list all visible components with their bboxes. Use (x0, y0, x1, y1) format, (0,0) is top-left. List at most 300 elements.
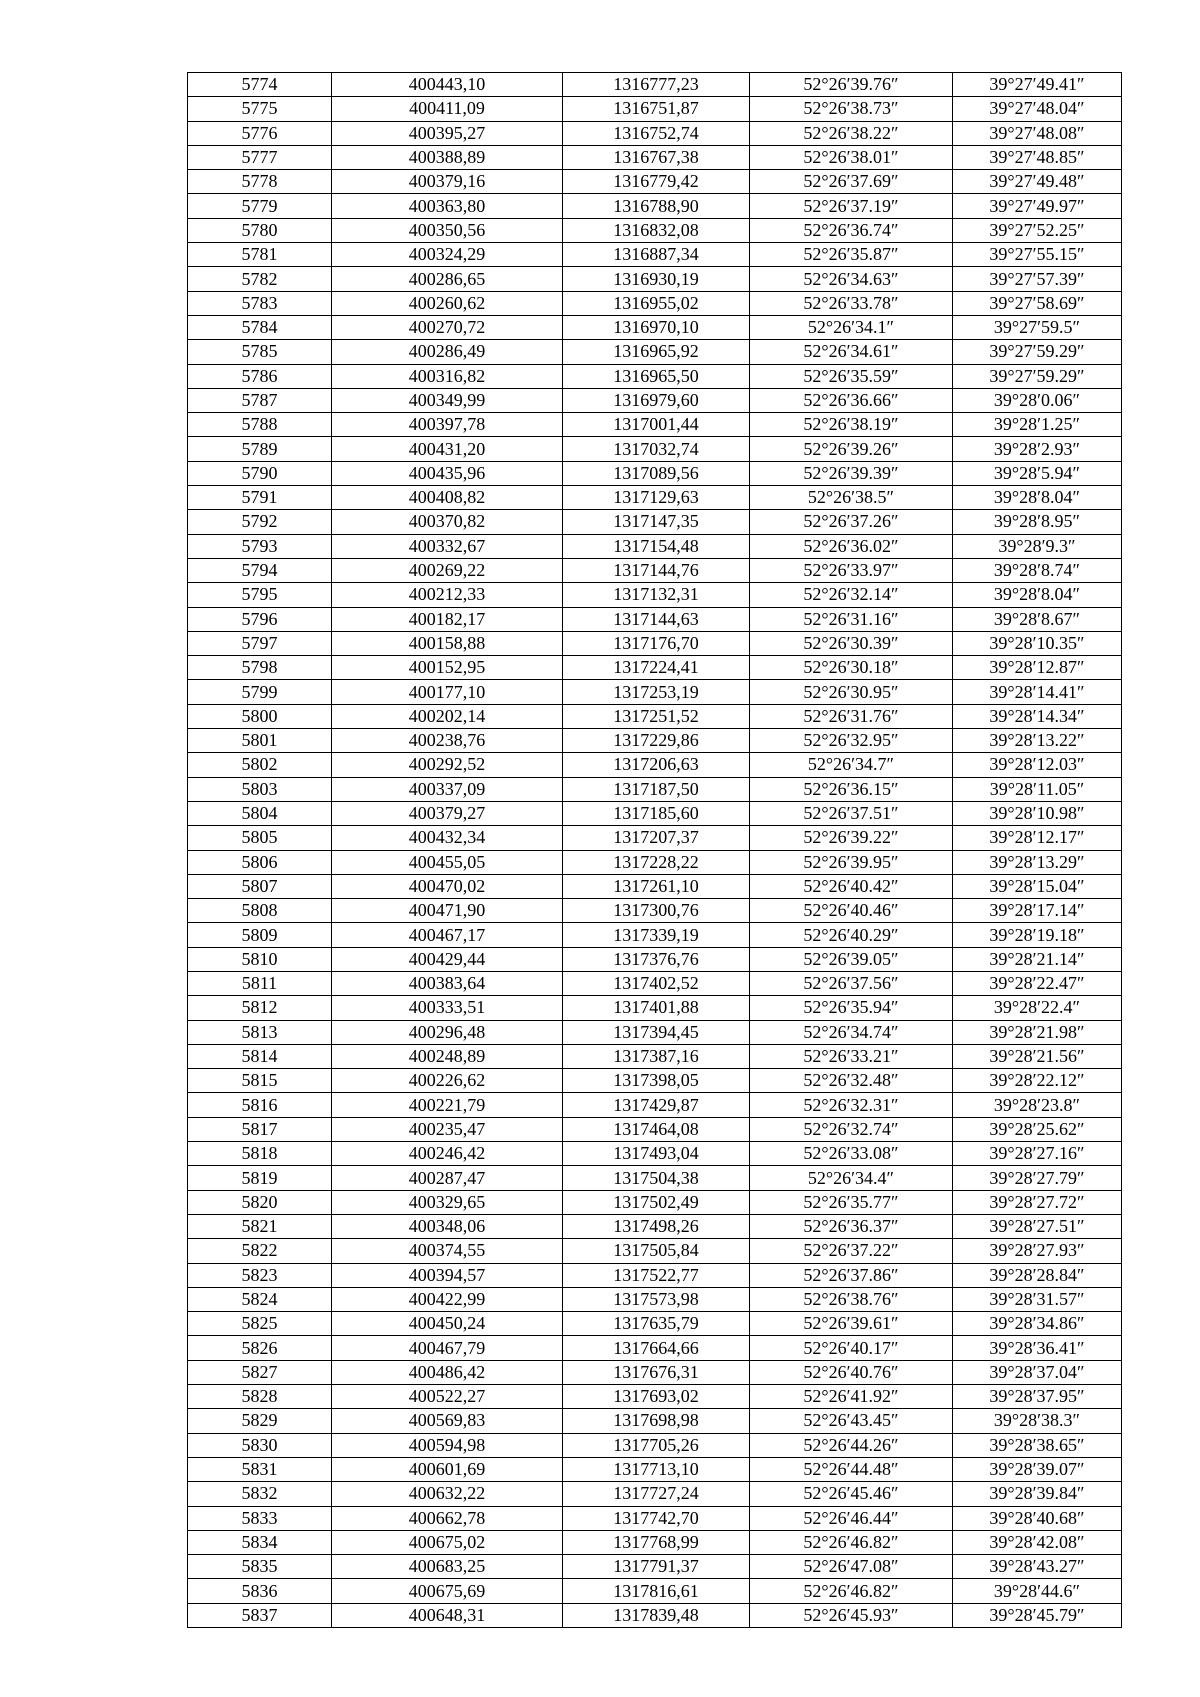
longitude-cell: 39°28′44.6″ (953, 1579, 1122, 1603)
y-coordinate-cell: 1317144,76 (563, 558, 750, 582)
x-coordinate-cell: 400675,69 (332, 1579, 563, 1603)
table-row (188, 243, 1122, 267)
latitude-cell: 52°26′45.93″ (750, 1603, 953, 1627)
y-coordinate-cell: 1316979,60 (563, 388, 750, 412)
table-row (188, 971, 1122, 995)
x-coordinate-cell: 400683,25 (332, 1555, 563, 1579)
y-coordinate-cell: 1317839,48 (563, 1603, 750, 1627)
latitude-cell: 52°26′37.22″ (750, 1239, 953, 1263)
latitude-cell: 52°26′39.76″ (750, 73, 953, 97)
y-coordinate-cell: 1316887,34 (563, 243, 750, 267)
table-row (188, 1336, 1122, 1360)
y-coordinate-cell: 1317698,98 (563, 1409, 750, 1433)
latitude-cell: 52°26′31.76″ (750, 704, 953, 728)
y-coordinate-cell: 1317339,19 (563, 923, 750, 947)
latitude-cell: 52°26′36.37″ (750, 1214, 953, 1238)
y-coordinate-cell: 1317635,79 (563, 1312, 750, 1336)
point-number-cell: 5829 (188, 1409, 332, 1433)
longitude-cell: 39°28′27.79″ (953, 1166, 1122, 1190)
y-coordinate-cell: 1316970,10 (563, 315, 750, 339)
latitude-cell: 52°26′39.05″ (750, 947, 953, 971)
y-coordinate-cell: 1317228,22 (563, 850, 750, 874)
x-coordinate-cell: 400422,99 (332, 1287, 563, 1311)
x-coordinate-cell: 400296,48 (332, 1020, 563, 1044)
latitude-cell: 52°26′36.15″ (750, 777, 953, 801)
x-coordinate-cell: 400411,09 (332, 97, 563, 121)
point-number-cell: 5830 (188, 1433, 332, 1457)
longitude-cell: 39°28′19.18″ (953, 923, 1122, 947)
point-number-cell: 5812 (188, 996, 332, 1020)
longitude-cell: 39°28′21.56″ (953, 1044, 1122, 1068)
y-coordinate-cell: 1317402,52 (563, 971, 750, 995)
x-coordinate-cell: 400388,89 (332, 145, 563, 169)
x-coordinate-cell: 400432,34 (332, 826, 563, 850)
y-coordinate-cell: 1317573,98 (563, 1287, 750, 1311)
latitude-cell: 52°26′34.7″ (750, 753, 953, 777)
longitude-cell: 39°28′27.93″ (953, 1239, 1122, 1263)
y-coordinate-cell: 1317207,37 (563, 826, 750, 850)
y-coordinate-cell: 1317502,49 (563, 1190, 750, 1214)
longitude-cell: 39°28′9.3″ (953, 534, 1122, 558)
point-number-cell: 5811 (188, 971, 332, 995)
latitude-cell: 52°26′35.94″ (750, 996, 953, 1020)
point-number-cell: 5775 (188, 97, 332, 121)
point-number-cell: 5783 (188, 291, 332, 315)
point-number-cell: 5810 (188, 947, 332, 971)
table-row (188, 218, 1122, 242)
point-number-cell: 5819 (188, 1166, 332, 1190)
coordinates-table (187, 72, 1122, 1628)
y-coordinate-cell: 1317376,76 (563, 947, 750, 971)
longitude-cell: 39°28′37.04″ (953, 1360, 1122, 1384)
longitude-cell: 39°28′8.74″ (953, 558, 1122, 582)
point-number-cell: 5789 (188, 437, 332, 461)
point-number-cell: 5778 (188, 170, 332, 194)
y-coordinate-cell: 1317032,74 (563, 437, 750, 461)
x-coordinate-cell: 400202,14 (332, 704, 563, 728)
longitude-cell: 39°27′55.15″ (953, 243, 1122, 267)
y-coordinate-cell: 1316965,92 (563, 340, 750, 364)
point-number-cell: 5806 (188, 850, 332, 874)
table-row (188, 899, 1122, 923)
latitude-cell: 52°26′40.17″ (750, 1336, 953, 1360)
table-row (188, 340, 1122, 364)
point-number-cell: 5833 (188, 1506, 332, 1530)
point-number-cell: 5802 (188, 753, 332, 777)
table-row (188, 291, 1122, 315)
longitude-cell: 39°28′8.95″ (953, 510, 1122, 534)
point-number-cell: 5803 (188, 777, 332, 801)
point-number-cell: 5818 (188, 1142, 332, 1166)
longitude-cell: 39°28′22.12″ (953, 1069, 1122, 1093)
x-coordinate-cell: 400235,47 (332, 1117, 563, 1141)
y-coordinate-cell: 1317251,52 (563, 704, 750, 728)
y-coordinate-cell: 1317664,66 (563, 1336, 750, 1360)
point-number-cell: 5809 (188, 923, 332, 947)
latitude-cell: 52°26′40.42″ (750, 874, 953, 898)
x-coordinate-cell: 400212,33 (332, 583, 563, 607)
latitude-cell: 52°26′39.39″ (750, 461, 953, 485)
table-row (188, 801, 1122, 825)
y-coordinate-cell: 1317224,41 (563, 656, 750, 680)
longitude-cell: 39°28′5.94″ (953, 461, 1122, 485)
x-coordinate-cell: 400594,98 (332, 1433, 563, 1457)
table-row (188, 510, 1122, 534)
table-row (188, 656, 1122, 680)
x-coordinate-cell: 400286,65 (332, 267, 563, 291)
point-number-cell: 5834 (188, 1530, 332, 1554)
point-number-cell: 5836 (188, 1579, 332, 1603)
table-row (188, 170, 1122, 194)
latitude-cell: 52°26′34.1″ (750, 315, 953, 339)
x-coordinate-cell: 400286,49 (332, 340, 563, 364)
x-coordinate-cell: 400316,82 (332, 364, 563, 388)
latitude-cell: 52°26′37.51″ (750, 801, 953, 825)
x-coordinate-cell: 400337,09 (332, 777, 563, 801)
y-coordinate-cell: 1316955,02 (563, 291, 750, 315)
latitude-cell: 52°26′30.18″ (750, 656, 953, 680)
longitude-cell: 39°28′1.25″ (953, 413, 1122, 437)
point-number-cell: 5805 (188, 826, 332, 850)
table-row (188, 631, 1122, 655)
latitude-cell: 52°26′44.48″ (750, 1457, 953, 1481)
x-coordinate-cell: 400431,20 (332, 437, 563, 461)
table-row (188, 1263, 1122, 1287)
point-number-cell: 5779 (188, 194, 332, 218)
latitude-cell: 52°26′40.29″ (750, 923, 953, 947)
longitude-cell: 39°28′38.65″ (953, 1433, 1122, 1457)
table-row (188, 1044, 1122, 1068)
table-row (188, 1457, 1122, 1481)
point-number-cell: 5777 (188, 145, 332, 169)
table-row (188, 1482, 1122, 1506)
x-coordinate-cell: 400394,57 (332, 1263, 563, 1287)
y-coordinate-cell: 1317261,10 (563, 874, 750, 898)
longitude-cell: 39°28′2.93″ (953, 437, 1122, 461)
point-number-cell: 5774 (188, 73, 332, 97)
table-row (188, 461, 1122, 485)
point-number-cell: 5799 (188, 680, 332, 704)
x-coordinate-cell: 400248,89 (332, 1044, 563, 1068)
x-coordinate-cell: 400152,95 (332, 656, 563, 680)
y-coordinate-cell: 1317147,35 (563, 510, 750, 534)
latitude-cell: 52°26′36.66″ (750, 388, 953, 412)
y-coordinate-cell: 1317144,63 (563, 607, 750, 631)
point-number-cell: 5804 (188, 801, 332, 825)
point-number-cell: 5782 (188, 267, 332, 291)
latitude-cell: 52°26′34.63″ (750, 267, 953, 291)
longitude-cell: 39°28′8.67″ (953, 607, 1122, 631)
longitude-cell: 39°28′22.4″ (953, 996, 1122, 1020)
table-row (188, 121, 1122, 145)
longitude-cell: 39°28′11.05″ (953, 777, 1122, 801)
latitude-cell: 52°26′32.74″ (750, 1117, 953, 1141)
point-number-cell: 5820 (188, 1190, 332, 1214)
latitude-cell: 52°26′36.02″ (750, 534, 953, 558)
y-coordinate-cell: 1316832,08 (563, 218, 750, 242)
latitude-cell: 52°26′31.16″ (750, 607, 953, 631)
latitude-cell: 52°26′35.77″ (750, 1190, 953, 1214)
table-row (188, 996, 1122, 1020)
latitude-cell: 52°26′38.5″ (750, 486, 953, 510)
latitude-cell: 52°26′35.87″ (750, 243, 953, 267)
latitude-cell: 52°26′38.22″ (750, 121, 953, 145)
x-coordinate-cell: 400435,96 (332, 461, 563, 485)
y-coordinate-cell: 1316779,42 (563, 170, 750, 194)
longitude-cell: 39°27′49.48″ (953, 170, 1122, 194)
x-coordinate-cell: 400363,80 (332, 194, 563, 218)
table-row (188, 1603, 1122, 1627)
longitude-cell: 39°28′39.84″ (953, 1482, 1122, 1506)
y-coordinate-cell: 1317676,31 (563, 1360, 750, 1384)
table-row (188, 1530, 1122, 1554)
x-coordinate-cell: 400397,78 (332, 413, 563, 437)
table-row (188, 1239, 1122, 1263)
table-row (188, 729, 1122, 753)
latitude-cell: 52°26′46.82″ (750, 1579, 953, 1603)
table-row (188, 1214, 1122, 1238)
longitude-cell: 39°27′48.04″ (953, 97, 1122, 121)
longitude-cell: 39°27′57.39″ (953, 267, 1122, 291)
point-number-cell: 5815 (188, 1069, 332, 1093)
x-coordinate-cell: 400471,90 (332, 899, 563, 923)
latitude-cell: 52°26′39.95″ (750, 850, 953, 874)
longitude-cell: 39°27′59.5″ (953, 315, 1122, 339)
y-coordinate-cell: 1317176,70 (563, 631, 750, 655)
point-number-cell: 5780 (188, 218, 332, 242)
longitude-cell: 39°27′49.41″ (953, 73, 1122, 97)
point-number-cell: 5798 (188, 656, 332, 680)
table-row (188, 486, 1122, 510)
x-coordinate-cell: 400177,10 (332, 680, 563, 704)
point-number-cell: 5800 (188, 704, 332, 728)
table-row (188, 680, 1122, 704)
x-coordinate-cell: 400675,02 (332, 1530, 563, 1554)
table-row (188, 558, 1122, 582)
latitude-cell: 52°26′37.19″ (750, 194, 953, 218)
x-coordinate-cell: 400269,22 (332, 558, 563, 582)
y-coordinate-cell: 1317206,63 (563, 753, 750, 777)
point-number-cell: 5816 (188, 1093, 332, 1117)
table-row (188, 874, 1122, 898)
x-coordinate-cell: 400648,31 (332, 1603, 563, 1627)
x-coordinate-cell: 400333,51 (332, 996, 563, 1020)
latitude-cell: 52°26′32.14″ (750, 583, 953, 607)
x-coordinate-cell: 400374,55 (332, 1239, 563, 1263)
point-number-cell: 5796 (188, 607, 332, 631)
table-row (188, 947, 1122, 971)
x-coordinate-cell: 400182,17 (332, 607, 563, 631)
longitude-cell: 39°27′58.69″ (953, 291, 1122, 315)
point-number-cell: 5831 (188, 1457, 332, 1481)
latitude-cell: 52°26′38.19″ (750, 413, 953, 437)
latitude-cell: 52°26′47.08″ (750, 1555, 953, 1579)
latitude-cell: 52°26′46.44″ (750, 1506, 953, 1530)
table-row (188, 388, 1122, 412)
longitude-cell: 39°28′13.29″ (953, 850, 1122, 874)
x-coordinate-cell: 400408,82 (332, 486, 563, 510)
longitude-cell: 39°27′59.29″ (953, 340, 1122, 364)
longitude-cell: 39°28′36.41″ (953, 1336, 1122, 1360)
latitude-cell: 52°26′33.08″ (750, 1142, 953, 1166)
x-coordinate-cell: 400158,88 (332, 631, 563, 655)
y-coordinate-cell: 1317742,70 (563, 1506, 750, 1530)
point-number-cell: 5814 (188, 1044, 332, 1068)
y-coordinate-cell: 1317505,84 (563, 1239, 750, 1263)
point-number-cell: 5835 (188, 1555, 332, 1579)
longitude-cell: 39°28′38.3″ (953, 1409, 1122, 1433)
point-number-cell: 5785 (188, 340, 332, 364)
latitude-cell: 52°26′33.97″ (750, 558, 953, 582)
table-row (188, 1409, 1122, 1433)
table-row (188, 607, 1122, 631)
longitude-cell: 39°27′48.08″ (953, 121, 1122, 145)
x-coordinate-cell: 400450,24 (332, 1312, 563, 1336)
y-coordinate-cell: 1317768,99 (563, 1530, 750, 1554)
point-number-cell: 5813 (188, 1020, 332, 1044)
latitude-cell: 52°26′39.26″ (750, 437, 953, 461)
longitude-cell: 39°28′39.07″ (953, 1457, 1122, 1481)
table-row (188, 826, 1122, 850)
x-coordinate-cell: 400395,27 (332, 121, 563, 145)
latitude-cell: 52°26′37.69″ (750, 170, 953, 194)
x-coordinate-cell: 400246,42 (332, 1142, 563, 1166)
y-coordinate-cell: 1316930,19 (563, 267, 750, 291)
point-number-cell: 5837 (188, 1603, 332, 1627)
latitude-cell: 52°26′33.78″ (750, 291, 953, 315)
point-number-cell: 5791 (188, 486, 332, 510)
table-row (188, 1360, 1122, 1384)
y-coordinate-cell: 1317713,10 (563, 1457, 750, 1481)
table-row (188, 534, 1122, 558)
y-coordinate-cell: 1317816,61 (563, 1579, 750, 1603)
latitude-cell: 52°26′34.61″ (750, 340, 953, 364)
x-coordinate-cell: 400348,06 (332, 1214, 563, 1238)
point-number-cell: 5817 (188, 1117, 332, 1141)
longitude-cell: 39°28′14.34″ (953, 704, 1122, 728)
table-row (188, 1190, 1122, 1214)
longitude-cell: 39°28′8.04″ (953, 486, 1122, 510)
longitude-cell: 39°28′27.72″ (953, 1190, 1122, 1214)
x-coordinate-cell: 400260,62 (332, 291, 563, 315)
latitude-cell: 52°26′45.46″ (750, 1482, 953, 1506)
table-row (188, 413, 1122, 437)
y-coordinate-cell: 1316965,50 (563, 364, 750, 388)
point-number-cell: 5786 (188, 364, 332, 388)
longitude-cell: 39°28′25.62″ (953, 1117, 1122, 1141)
table-row (188, 1555, 1122, 1579)
table-row (188, 1069, 1122, 1093)
x-coordinate-cell: 400221,79 (332, 1093, 563, 1117)
latitude-cell: 52°26′37.26″ (750, 510, 953, 534)
longitude-cell: 39°28′31.57″ (953, 1287, 1122, 1311)
table-row (188, 315, 1122, 339)
latitude-cell: 52°26′32.95″ (750, 729, 953, 753)
table-row (188, 1506, 1122, 1530)
point-number-cell: 5825 (188, 1312, 332, 1336)
point-number-cell: 5797 (188, 631, 332, 655)
y-coordinate-cell: 1317185,60 (563, 801, 750, 825)
y-coordinate-cell: 1317187,50 (563, 777, 750, 801)
point-number-cell: 5822 (188, 1239, 332, 1263)
table-row (188, 1312, 1122, 1336)
y-coordinate-cell: 1317229,86 (563, 729, 750, 753)
y-coordinate-cell: 1317727,24 (563, 1482, 750, 1506)
table-row (188, 777, 1122, 801)
longitude-cell: 39°28′42.08″ (953, 1530, 1122, 1554)
y-coordinate-cell: 1316752,74 (563, 121, 750, 145)
latitude-cell: 52°26′30.39″ (750, 631, 953, 655)
point-number-cell: 5784 (188, 315, 332, 339)
table-row (188, 267, 1122, 291)
x-coordinate-cell: 400226,62 (332, 1069, 563, 1093)
y-coordinate-cell: 1317001,44 (563, 413, 750, 437)
longitude-cell: 39°28′27.16″ (953, 1142, 1122, 1166)
longitude-cell: 39°28′28.84″ (953, 1263, 1122, 1287)
longitude-cell: 39°28′10.35″ (953, 631, 1122, 655)
x-coordinate-cell: 400467,79 (332, 1336, 563, 1360)
point-number-cell: 5807 (188, 874, 332, 898)
longitude-cell: 39°28′0.06″ (953, 388, 1122, 412)
x-coordinate-cell: 400601,69 (332, 1457, 563, 1481)
table-row (188, 1117, 1122, 1141)
x-coordinate-cell: 400662,78 (332, 1506, 563, 1530)
table-row (188, 73, 1122, 97)
x-coordinate-cell: 400383,64 (332, 971, 563, 995)
longitude-cell: 39°28′15.04″ (953, 874, 1122, 898)
latitude-cell: 52°26′40.46″ (750, 899, 953, 923)
x-coordinate-cell: 400350,56 (332, 218, 563, 242)
x-coordinate-cell: 400486,42 (332, 1360, 563, 1384)
latitude-cell: 52°26′39.22″ (750, 826, 953, 850)
y-coordinate-cell: 1316767,38 (563, 145, 750, 169)
x-coordinate-cell: 400522,27 (332, 1385, 563, 1409)
x-coordinate-cell: 400370,82 (332, 510, 563, 534)
table-row (188, 437, 1122, 461)
x-coordinate-cell: 400470,02 (332, 874, 563, 898)
longitude-cell: 39°28′27.51″ (953, 1214, 1122, 1238)
y-coordinate-cell: 1317387,16 (563, 1044, 750, 1068)
longitude-cell: 39°28′23.8″ (953, 1093, 1122, 1117)
point-number-cell: 5781 (188, 243, 332, 267)
longitude-cell: 39°28′17.14″ (953, 899, 1122, 923)
table-row (188, 1287, 1122, 1311)
longitude-cell: 39°28′34.86″ (953, 1312, 1122, 1336)
y-coordinate-cell: 1317464,08 (563, 1117, 750, 1141)
point-number-cell: 5795 (188, 583, 332, 607)
longitude-cell: 39°28′40.68″ (953, 1506, 1122, 1530)
table-row (188, 850, 1122, 874)
latitude-cell: 52°26′38.76″ (750, 1287, 953, 1311)
table-row (188, 583, 1122, 607)
x-coordinate-cell: 400332,67 (332, 534, 563, 558)
point-number-cell: 5801 (188, 729, 332, 753)
y-coordinate-cell: 1317154,48 (563, 534, 750, 558)
y-coordinate-cell: 1316777,23 (563, 73, 750, 97)
latitude-cell: 52°26′38.73″ (750, 97, 953, 121)
y-coordinate-cell: 1317129,63 (563, 486, 750, 510)
x-coordinate-cell: 400324,29 (332, 243, 563, 267)
latitude-cell: 52°26′44.26″ (750, 1433, 953, 1457)
y-coordinate-cell: 1317398,05 (563, 1069, 750, 1093)
table-row (188, 1433, 1122, 1457)
longitude-cell: 39°28′10.98″ (953, 801, 1122, 825)
x-coordinate-cell: 400569,83 (332, 1409, 563, 1433)
table-row (188, 1385, 1122, 1409)
table-row (188, 1579, 1122, 1603)
point-number-cell: 5794 (188, 558, 332, 582)
latitude-cell: 52°26′38.01″ (750, 145, 953, 169)
